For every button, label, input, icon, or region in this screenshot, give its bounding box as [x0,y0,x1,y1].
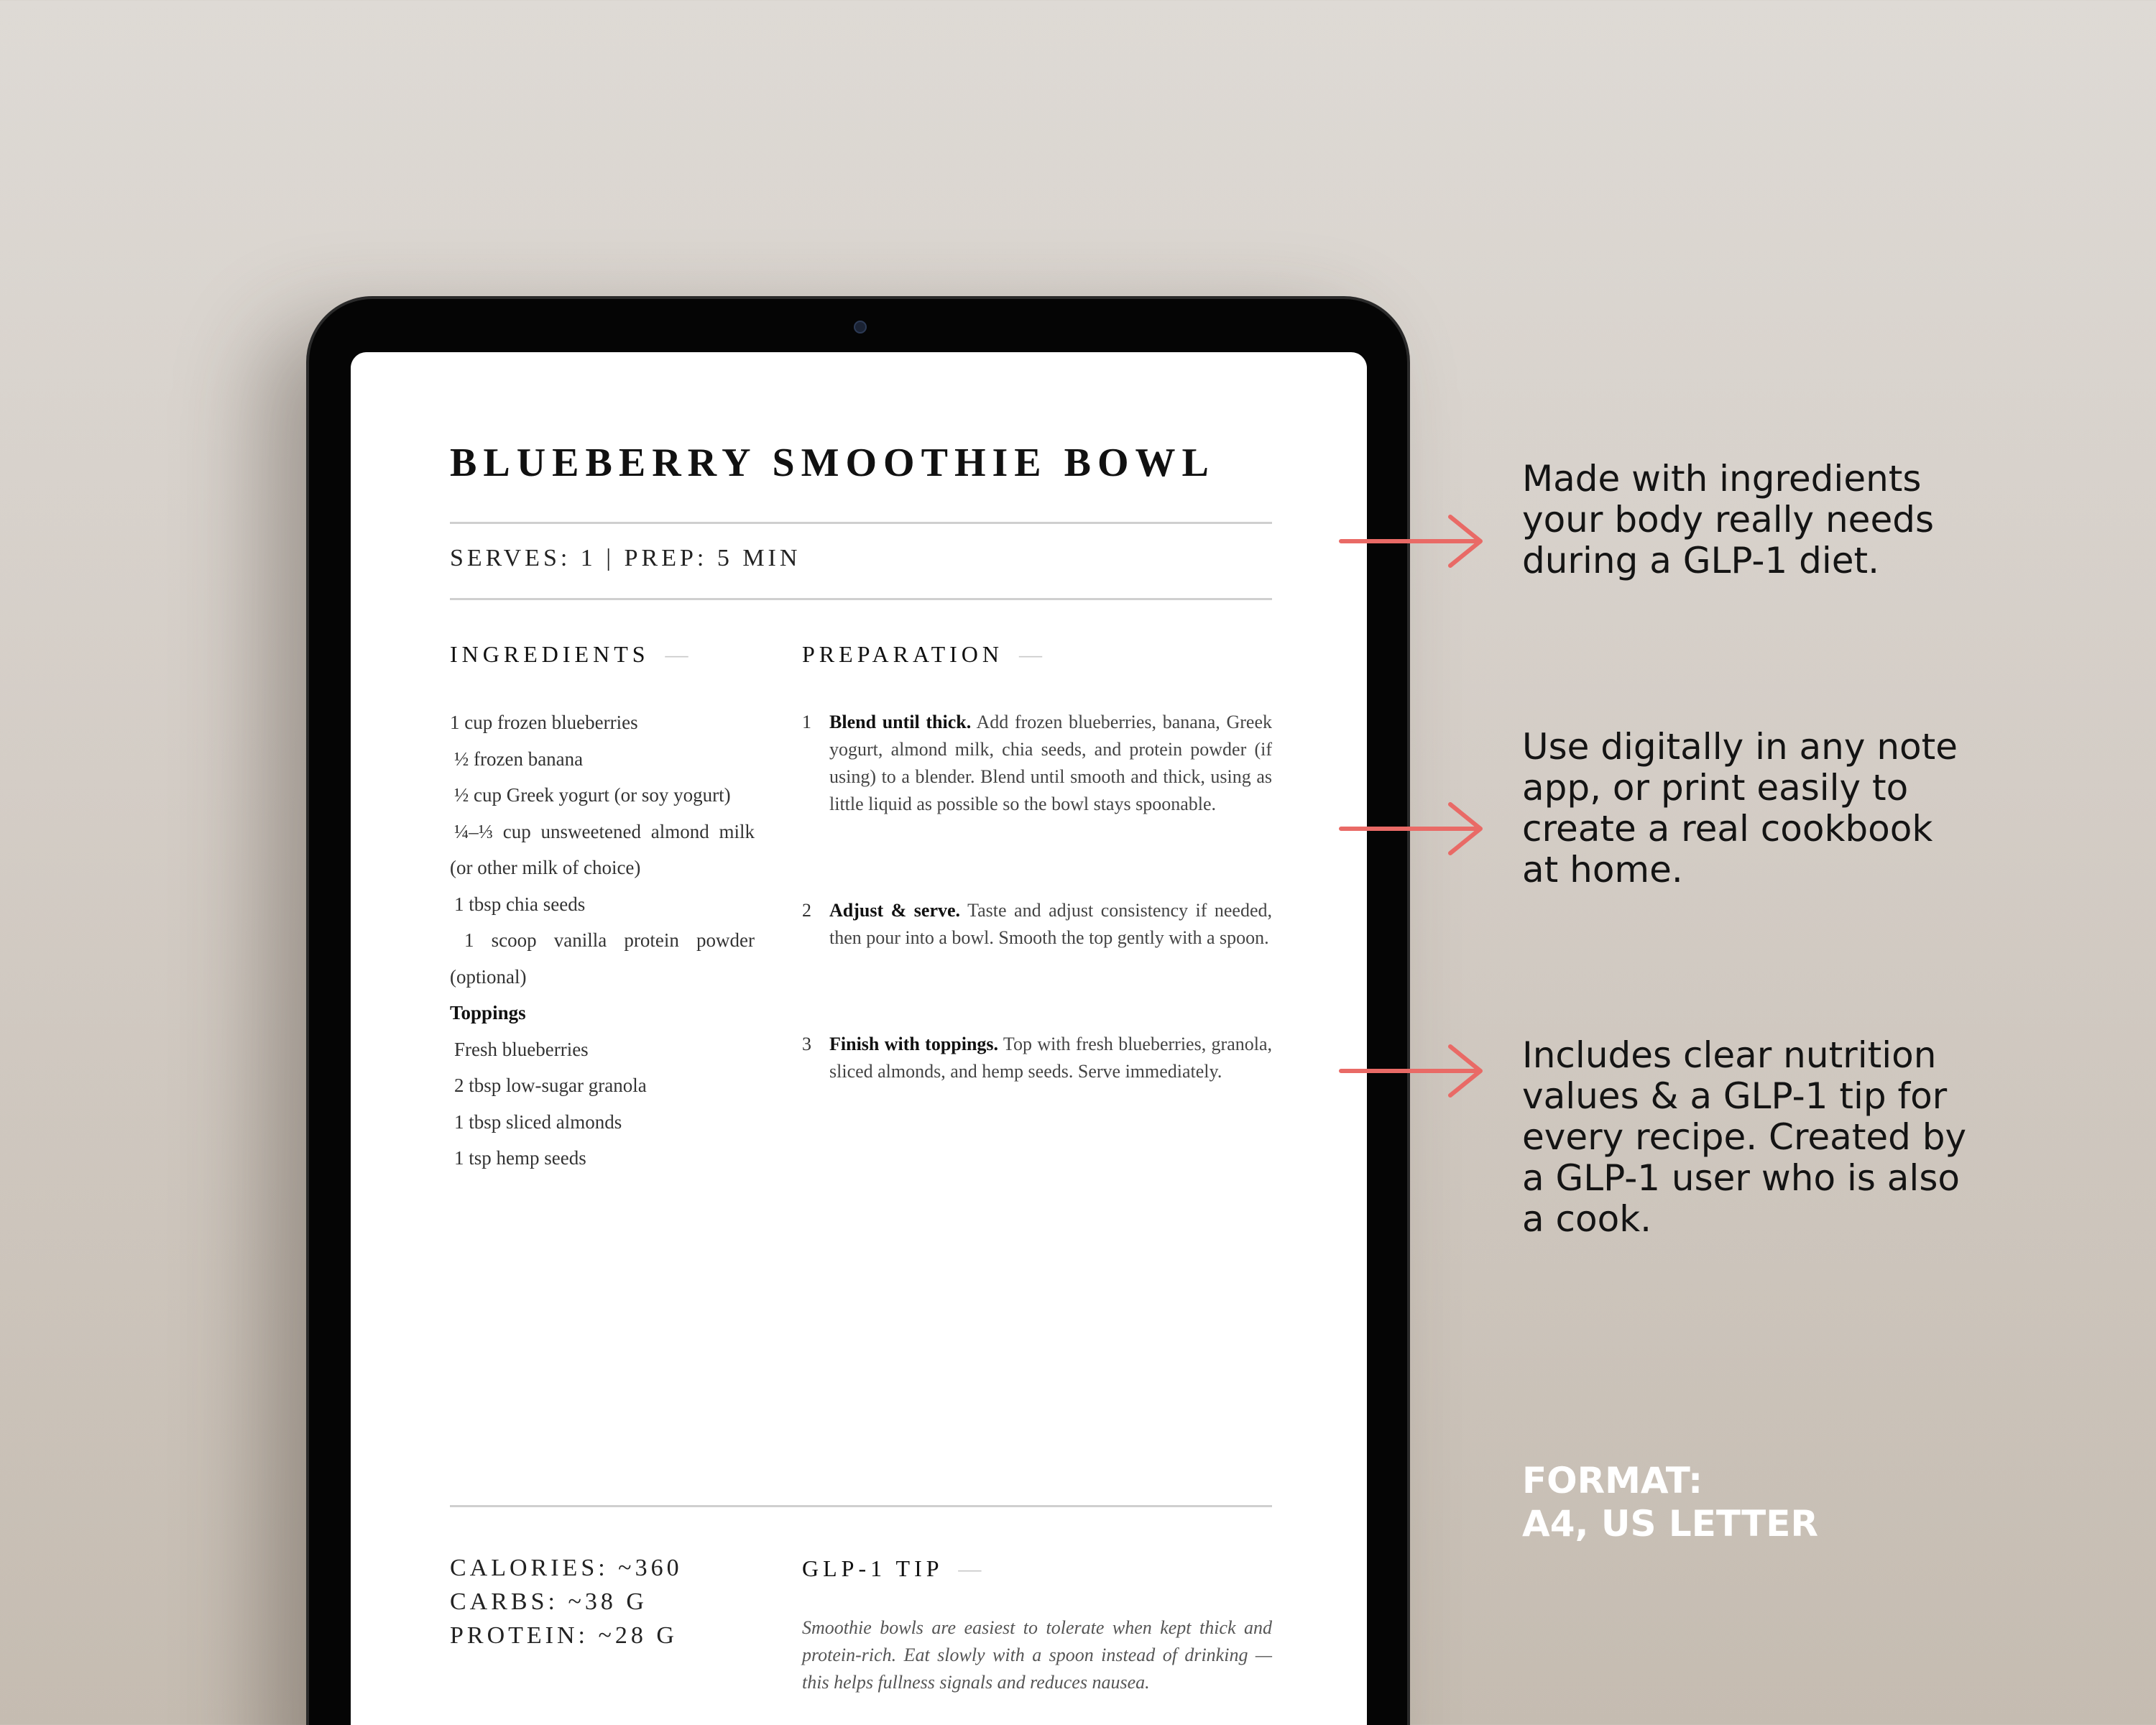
preparation-heading-label: PREPARATION [802,641,1003,667]
step-number: 1 [802,712,811,732]
calories-value: CALORIES: ~360 [450,1555,683,1581]
toppings-subheading: Toppings [450,1002,526,1024]
step-body: Top with fresh blueberries, granola, sliced almonds, and hemp seeds. Serve immediately. [829,1034,1272,1082]
tip-text: Smoothie bowls are easiest to tolerate when kept thick and protein-rich. Eat slowly with a spoon instead of drinking — this helps fullness signals and reduces nausea. [802,1617,1272,1693]
divider [450,522,1272,524]
list-item: (optional) [450,965,527,988]
step-text [829,709,1272,818]
format-line-2: A4, US LETTER [1522,1503,1818,1545]
list-item: 1 tsp hemp seeds [454,1147,586,1169]
list-item: ¼–⅓ cup unsweetened almond milk [454,820,755,842]
step-number: 2 [802,900,811,921]
step-text [829,1031,1272,1085]
list-item: Fresh blueberries [454,1038,589,1060]
step-title: Blend until thick. [829,712,972,732]
right-arrow-icon [1338,800,1488,857]
ingredients-heading-label: INGREDIENTS [450,641,650,667]
step-title: Finish with toppings. [829,1034,999,1054]
format-line-1: FORMAT: [1522,1460,1703,1501]
recipe-title: BLUEBERRY SMOOTHIE BOWL [450,441,1215,485]
protein-value: PROTEIN: ~28 G [450,1622,678,1649]
ingredients-list [450,704,755,1177]
nutrition-values [450,1551,683,1652]
recipe-screen [351,352,1367,1725]
heading-dash: — [1013,641,1042,667]
callout-nutrition: Includes clear nutrition values & a GLP-1 tip for every recipe. Created by a GLP-1 user who is also a cook. [1522,1034,1967,1240]
list-item: 2 tbsp low-sugar granola [454,1075,647,1096]
list-item: ½ cup Greek yogurt (or soy yogurt) [454,784,731,806]
recipe-meta: SERVES: 1 | PREP: 5 MIN [450,545,801,571]
right-arrow-icon [1338,512,1488,570]
step-text [829,897,1272,952]
step-number: 3 [802,1034,811,1054]
list-item: 1 scoop vanilla protein powder [464,929,755,951]
tip-heading-label: GLP-1 TIP [802,1555,943,1581]
right-arrow-icon [1338,1042,1488,1100]
tip-heading [802,1555,981,1582]
format-label [1522,1459,1818,1545]
ingredients-heading [450,641,688,668]
preparation-heading [802,641,1042,668]
list-item: 1 tbsp sliced almonds [454,1110,622,1133]
list-item: 1 tbsp chia seeds [454,893,586,915]
divider [450,598,1272,600]
step-body: Add frozen blueberries, banana, Greek yogurt, almond milk, chia seeds, and protein powder (if using) to a blender. Blend until smooth and thick, using as little liquid as possible so the bowl stays spoonable. [829,712,1272,814]
step-body: Taste and adjust consistency if needed, then pour into a bowl. Smooth the top gently with a spoon. [829,900,1272,948]
recipe-page [450,352,1272,1725]
tablet-device [306,296,1410,1725]
list-item: (or other milk of choice) [450,857,641,878]
heading-dash: — [952,1555,982,1581]
divider [450,1505,1272,1507]
list-item: ½ frozen banana [454,748,584,770]
carbs-value: CARBS: ~38 G [450,1588,648,1615]
callout-ingredients: Made with ingredients your body really needs during a GLP-1 diet. [1522,458,1934,581]
step-title: Adjust & serve. [829,900,961,921]
callout-digital-print: Use digitally in any note app, or print easily to create a real cookbook at home. [1522,726,1958,891]
heading-dash: — [659,641,688,667]
list-item: 1 cup frozen blueberries [450,712,638,733]
camera-icon [854,321,867,334]
